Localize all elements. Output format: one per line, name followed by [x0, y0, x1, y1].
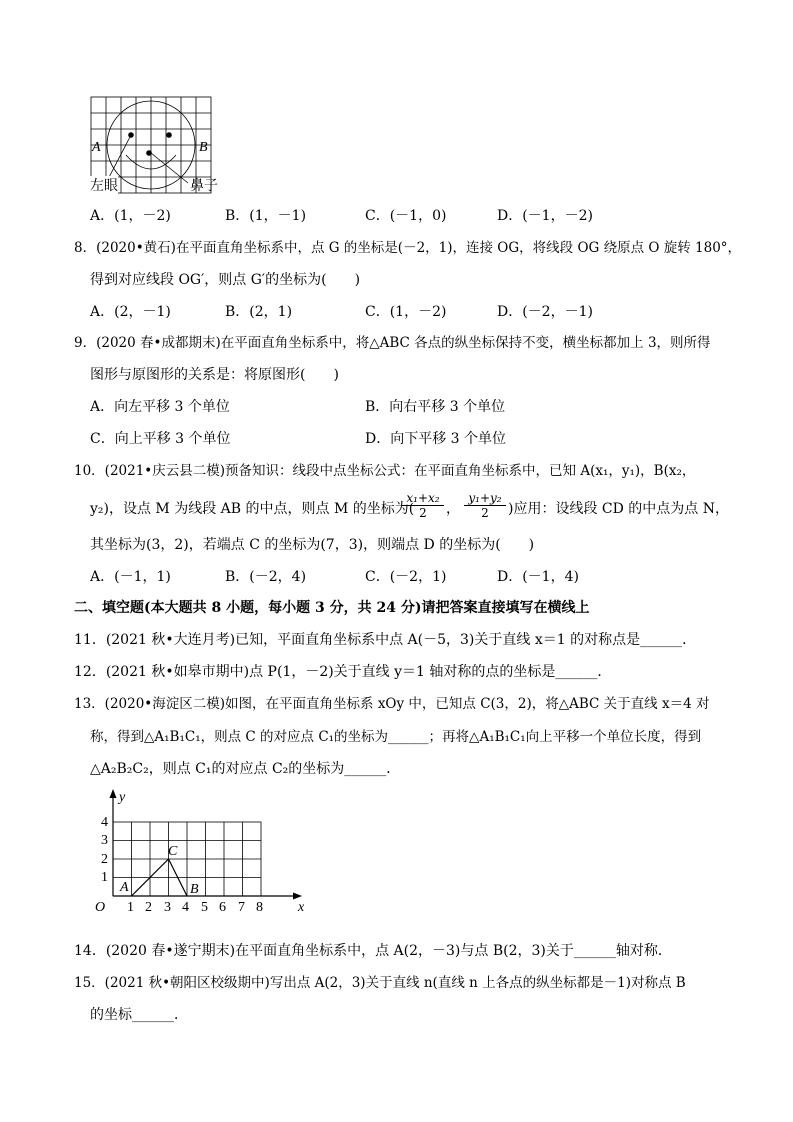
q8-option-a: A．(2，－1)	[90, 304, 171, 320]
fig7-label-b: B	[199, 140, 208, 155]
q13-line-1: 13．(2020•海淀区二模)如图，在平面直角坐标系 xOy 中，已知点 C(3，2)，将△ABC 关于直线 x＝4 对	[74, 696, 710, 712]
origin-label: O	[95, 900, 106, 915]
fig7-label-nose: 鼻子	[190, 178, 218, 194]
x-tick-4: 4	[182, 900, 189, 915]
q8-option-c: C．(1，－2)	[365, 304, 447, 320]
y-axis-label: y	[119, 790, 126, 805]
fig13-label-a: A	[120, 880, 129, 895]
q12-text: 12．(2021 秋•如皋市期中)点 P(1，－2)关于直线 y＝1 轴对称的点的坐标是______．	[74, 664, 612, 680]
q9-line-1: 9．(2020 春•成都期末)在平面直角坐标系中，将△ABC 各点的纵坐标保持不变，横坐标都加上 3，则所得	[74, 335, 711, 351]
q13-line-3: △A₂B₂C₂，则点 C₁的对应点 C₂的坐标为______．	[90, 761, 401, 777]
x-tick-1: 1	[127, 900, 134, 915]
y-tick-1: 1	[101, 870, 108, 885]
q10-fraction-y-denominator: 2	[481, 506, 489, 520]
x-tick-6: 6	[219, 900, 226, 915]
y-tick-2: 2	[101, 852, 108, 867]
q11-text: 11．(2021 秋•大连月考)已知，平面直角坐标系中点 A(－5，3)关于直线 x＝1 的对称点是______．	[74, 632, 697, 648]
q7-option-a: A．(1，－2)	[90, 208, 171, 224]
q10-line-2b: )应用：设线段 CD 的中点为点 N，	[508, 501, 729, 517]
q9-option-c: C．向上平移 3 个单位	[90, 431, 231, 447]
q10-fraction-y-numerator: y₁+y₂	[464, 491, 506, 506]
q10-option-b: B．(－2，4)	[225, 569, 307, 585]
fig13-label-b: B	[190, 882, 199, 897]
section-2-heading: 二、填空题(本大题共 8 小题，每小题 3 分，共 24 分)请把答案直接填写在横线上	[74, 600, 590, 616]
fig13-label-c: C	[168, 844, 178, 859]
q8-option-b: B．(2，1)	[225, 304, 293, 320]
x-tick-7: 7	[238, 900, 245, 915]
x-axis-label: x	[298, 900, 305, 915]
q10-fraction-x-numerator: x₁+x₂	[402, 491, 444, 506]
q10-fraction-x	[402, 491, 444, 520]
q10-fraction-comma: ，	[446, 501, 460, 517]
q10-fraction-y	[464, 491, 506, 520]
q10-option-d: D．(－1，4)	[497, 569, 579, 585]
q8-line-1: 8．(2020•黄石)在平面直角坐标系中，点 G 的坐标是(－2，1)，连接 OG，将线段 OG 绕原点 O 旋转 180°，	[74, 240, 742, 256]
q13-line-2: 称，得到△A₁B₁C₁，则点 C 的对应点 C₁的坐标为______；再将△A₁B₁C₁向上平移一个单位长度，得到	[90, 729, 702, 745]
q10-line-1: 10．(2021•庆云县二模)预备知识：线段中点坐标公式：在平面直角坐标系中，已知 A(x₁，y₁)，B(x₂，	[74, 463, 696, 479]
x-tick-3: 3	[164, 900, 171, 915]
q15-line-1: 15．(2021 秋•朝阳区校级期中)写出点 A(2，3)关于直线 n(直线 n 上各点的纵坐标都是－1)对称点 B	[74, 975, 686, 991]
x-tick-5: 5	[201, 900, 208, 915]
q9-line-2: 图形与原图形的关系是：将原图形( )	[90, 367, 339, 383]
q9-option-d: D．向下平移 3 个单位	[365, 431, 507, 447]
q10-fraction-x-denominator: 2	[419, 506, 427, 520]
q9-option-b: B．向右平移 3 个单位	[365, 399, 506, 415]
x-tick-8: 8	[256, 900, 263, 915]
q7-option-d: D．(－1，－2)	[497, 208, 593, 224]
x-tick-2: 2	[145, 900, 152, 915]
q8-line-2: 得到对应线段 OG′，则点 G′的坐标为( )	[90, 272, 361, 288]
q10-option-a: A．(－1，1)	[90, 569, 171, 585]
q7-option-b: B．(1，－1)	[225, 208, 307, 224]
y-tick-3: 3	[101, 833, 108, 848]
y-tick-4: 4	[101, 815, 108, 830]
q10-line-2a: y₂)，设点 M 为线段 AB 的中点，则点 M 的坐标为(	[90, 501, 415, 517]
q10-line-3: 其坐标为(3，2)，若端点 C 的坐标为(7，3)，则端点 D 的坐标为( )	[90, 537, 535, 553]
q9-option-a: A．向左平移 3 个单位	[90, 399, 230, 415]
q14-text: 14．(2020 春•遂宁期末)在平面直角坐标系中，点 A(2，－3)与点 B(2，3)关于______轴对称．	[74, 943, 672, 959]
q8-option-d: D．(－2，－1)	[497, 304, 593, 320]
q10-option-c: C．(－2，1)	[365, 569, 447, 585]
q7-option-c: C．(－1，0)	[365, 208, 447, 224]
fig7-label-left-eye: 左眼	[90, 178, 118, 194]
fig7-label-a: A	[92, 140, 101, 155]
q15-line-2: 的坐标______．	[90, 1007, 188, 1023]
